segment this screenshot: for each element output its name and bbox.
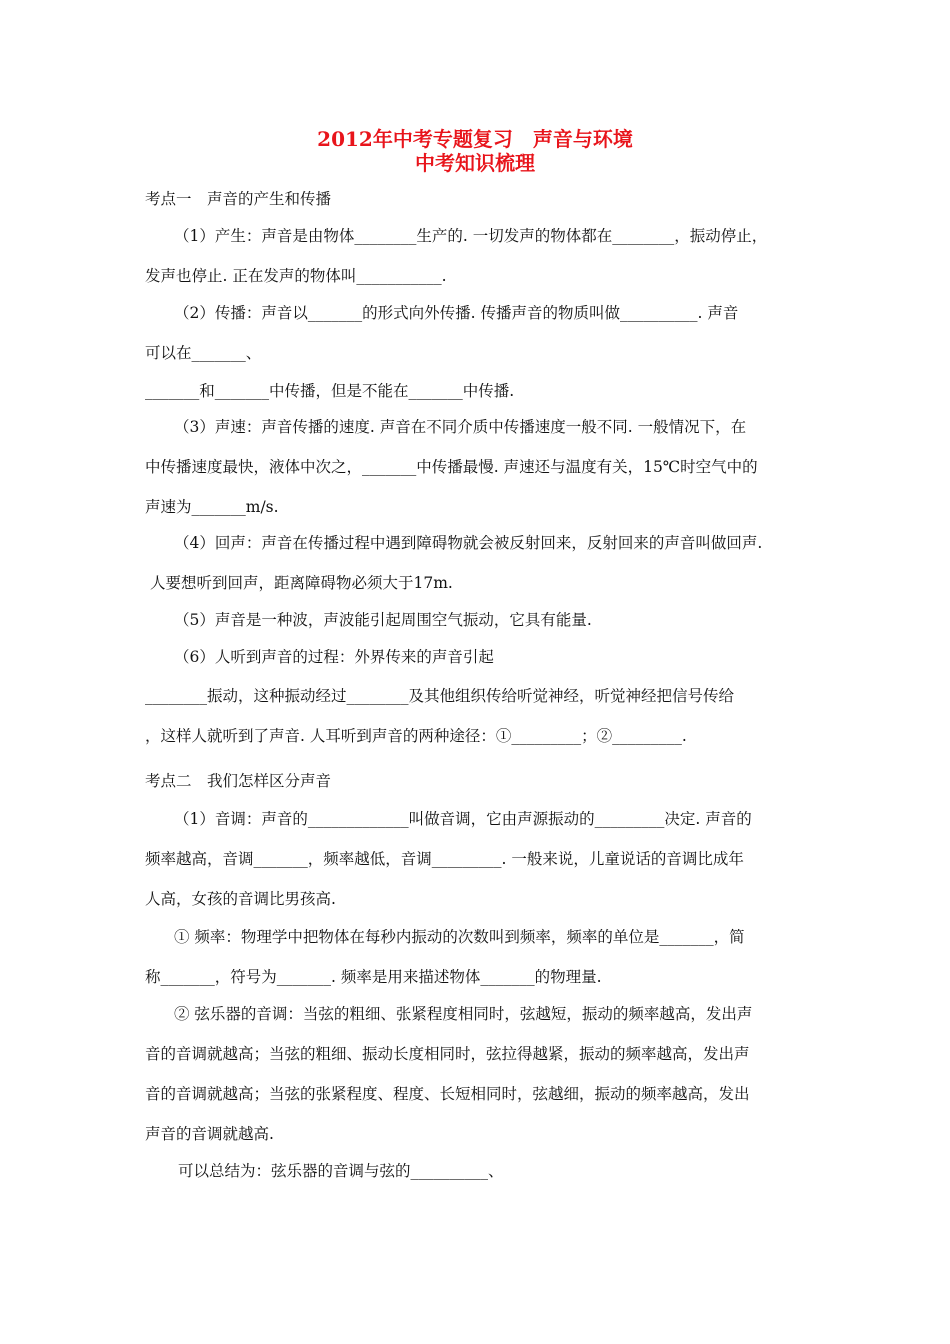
text-line: （2）传播：声音以_______的形式向外传播. 传播声音的物质叫做__________. 声音 — [174, 304, 739, 322]
text-line: （4）回声：声音在传播过程中遇到障碍物就会被反射回来，反射回来的声音叫做回声. — [174, 534, 763, 552]
text-line: （3）声速：声音传播的速度. 声音在不同介质中传播速度一般不同. 一般情况下，在 — [174, 418, 747, 436]
text-line: ________振动，这种振动经过________及其他组织传给听觉神经，听觉神经把信号传给 — [145, 687, 735, 705]
text-line: 发声也停止. 正在发声的物体叫___________. — [145, 267, 447, 285]
text-line: （1）产生：声音是由物体________生产的. 一切发声的物体都在________，振动停止， — [174, 227, 768, 245]
section-heading: 考点一 声音的产生和传播 — [145, 190, 332, 208]
text-line: 人高，女孩的音调比男孩高. — [145, 890, 336, 908]
text-line: 中传播速度最快，液体中次之，_______中传播最慢. 声速还与温度有关，15℃时空气中的 — [145, 458, 758, 476]
document-title: 2012年中考专题复习 声音与环境 — [317, 127, 633, 151]
text-line: 音的音调就越高；当弦的粗细、振动长度相同时，弦拉得越紧，振动的频率越高，发出声 — [145, 1045, 750, 1063]
text-line: 可以在_______、 — [145, 344, 262, 362]
document-subtitle: 中考知识梳理 — [415, 151, 535, 175]
text-line: 称_______，符号为_______. 频率是用来描述物体_______的物理量. — [145, 968, 602, 986]
text-line: （6）人听到声音的过程：外界传来的声音引起 — [174, 648, 494, 666]
text-line: （5）声音是一种波，声波能引起周围空气振动，它具有能量. — [174, 611, 592, 629]
text-line: 音的音调就越高；当弦的张紧程度、程度、长短相同时，弦越细，振动的频率越高，发出 — [145, 1085, 750, 1103]
text-line: 人要想听到回声，距离障碍物必须大于17m. — [150, 574, 453, 592]
text-line: （1）音调：声音的_____________叫做音调，它由声源振动的_________决定. 声音的 — [174, 810, 752, 828]
text-line: 声音的音调就越高. — [145, 1125, 274, 1143]
text-line: _______和_______中传播，但是不能在_______中传播. — [145, 382, 515, 400]
section-heading: 考点二 我们怎样区分声音 — [145, 772, 332, 790]
text-line: 声速为_______m/s. — [145, 498, 279, 516]
text-line: 频率越高，音调_______，频率越低，音调_________. 一般来说，儿童说话的音调比成年 — [145, 850, 744, 868]
text-line: 可以总结为：弦乐器的音调与弦的__________、 — [178, 1162, 504, 1180]
text-line: ，这样人就听到了声音. 人耳听到声音的两种途径：①_________；②_________. — [145, 727, 687, 745]
text-line: ② 弦乐器的音调：当弦的粗细、张紧程度相同时，弦越短，振动的频率越高，发出声 — [174, 1005, 753, 1023]
text-line: ① 频率：物理学中把物体在每秒内振动的次数叫到频率，频率的单位是_______，简 — [174, 928, 745, 946]
